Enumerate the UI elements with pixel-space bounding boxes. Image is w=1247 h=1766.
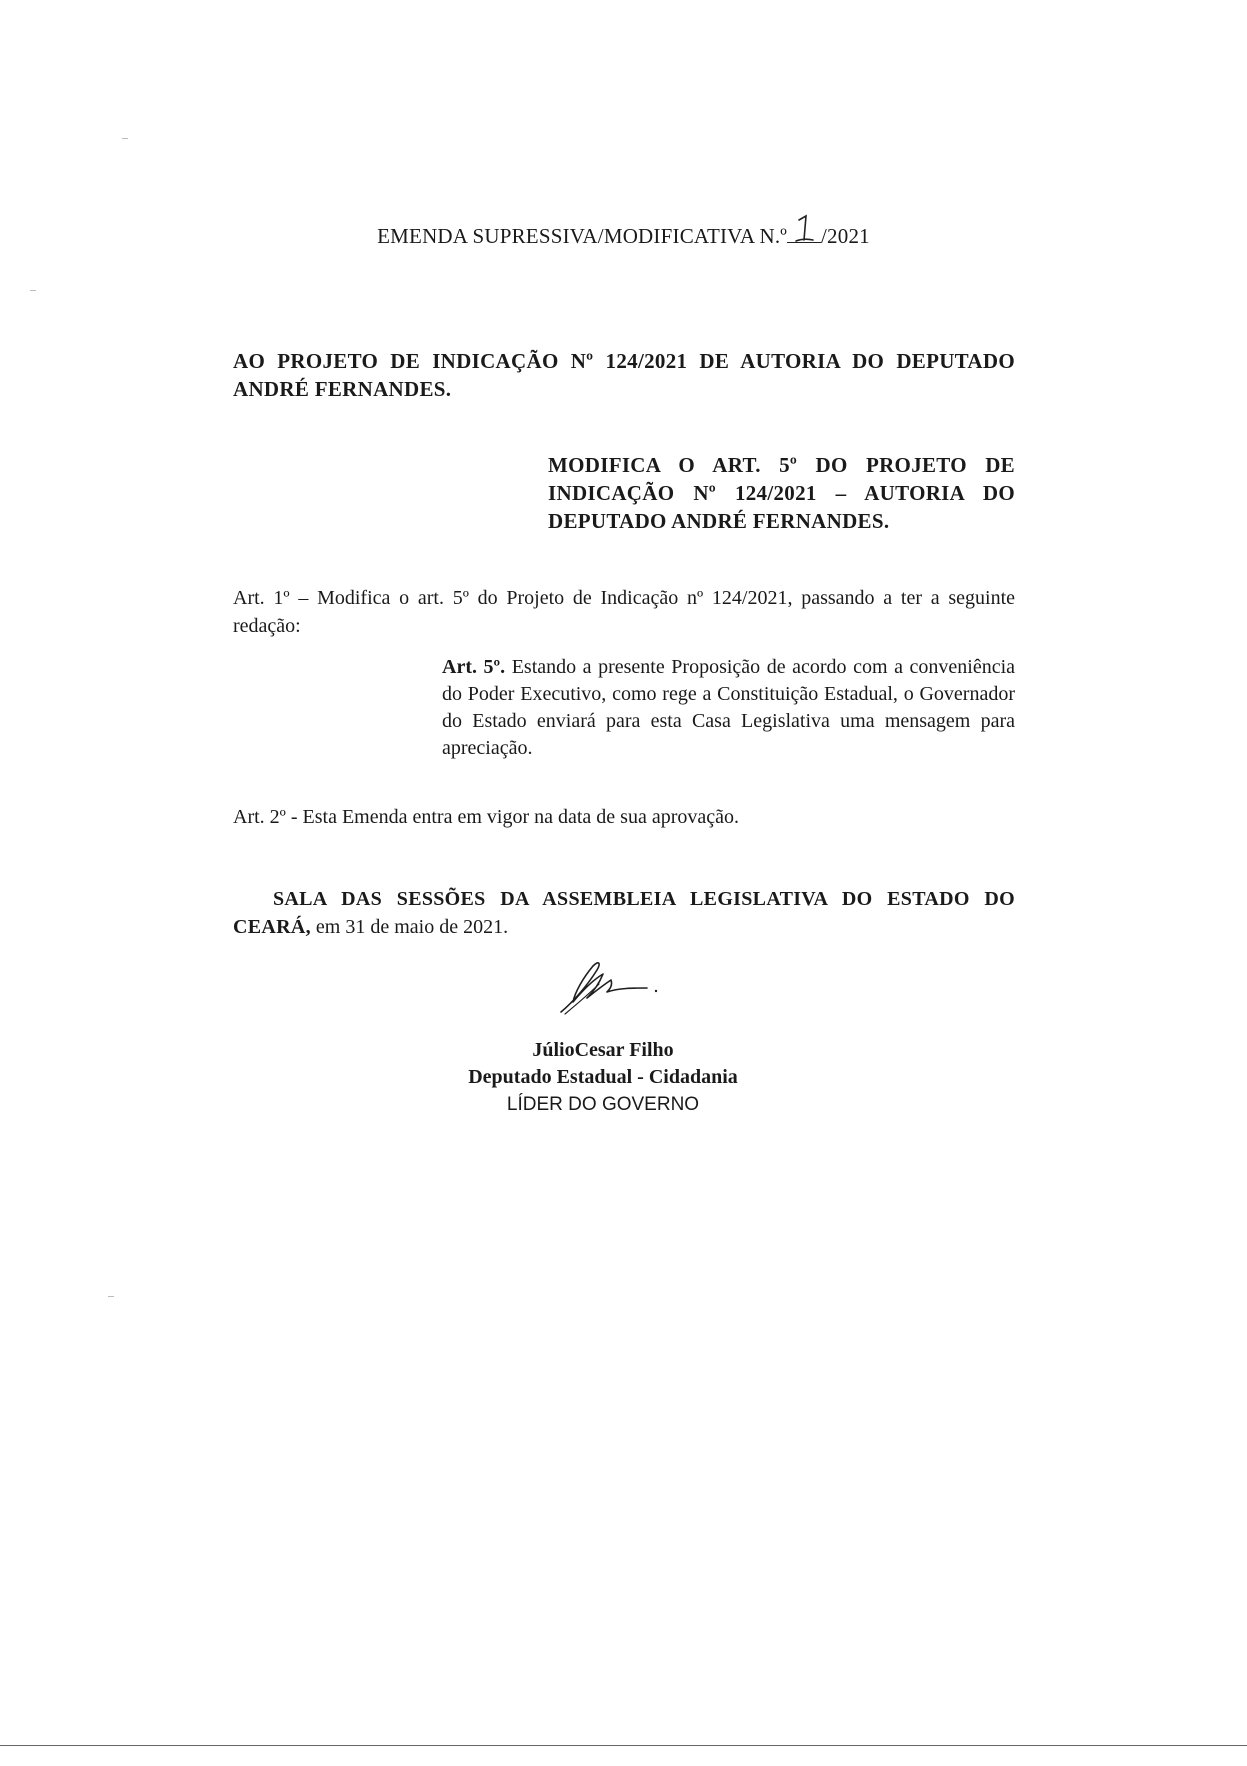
title-prefix: EMENDA SUPRESSIVA/MODIFICATIVA N.º — [377, 224, 788, 248]
signature-block — [423, 1037, 783, 1118]
session-date: em 31 de maio de 2021. — [315, 916, 509, 938]
article-2: Art. 2º - Esta Emenda entra em vigor na data de sua aprovação. — [233, 806, 739, 828]
article-5-lead: Art. 5º. — [442, 656, 506, 678]
document-title — [0, 222, 1247, 249]
scan-speck — [108, 1296, 114, 1297]
scan-speck — [30, 290, 36, 291]
session-room-line — [233, 885, 1015, 941]
handwritten-signature — [553, 950, 673, 1020]
signatory-role: Deputado Estadual - Cidadania — [468, 1066, 738, 1088]
document-heading: AO PROJETO DE INDICAÇÃO Nº 124/2021 DE AUTORIA DO DEPUTADO ANDRÉ FERNANDES. — [233, 349, 1015, 401]
page-bottom-edge — [0, 1745, 1247, 1746]
signatory-name: JúlioCesar Filho — [532, 1039, 674, 1061]
document-ementa: MODIFICA O ART. 5º DO PROJETO DE INDICAÇÃO Nº 124/2021 – AUTORIA DO DEPUTADO ANDRÉ FERNANDES. — [548, 453, 1015, 533]
title-suffix: /2021 — [821, 224, 870, 248]
scan-speck — [122, 138, 128, 139]
article-5-body: Estando a presente Proposição de acordo com a conveniência do Poder Executivo, como rege a Constituição Estadual, o Governador do Estado enviará para esta Casa Legislativa uma mensagem para apreciação. — [442, 656, 1016, 759]
session-room-bold: SALA DAS SESSÕES DA ASSEMBLEIA LEGISLATIVA DO ESTADO DO CEARÁ, — [233, 888, 1015, 938]
handwritten-number-mark — [793, 214, 815, 244]
handwritten-number — [787, 222, 821, 243]
article-5-quote — [442, 654, 1015, 762]
article-1: Art. 1º – Modifica o art. 5º do Projeto de Indicação nº 124/2021, passando a ter a seguinte redação: — [233, 587, 1015, 637]
signatory-title: LÍDER DO GOVERNO — [506, 1094, 700, 1115]
